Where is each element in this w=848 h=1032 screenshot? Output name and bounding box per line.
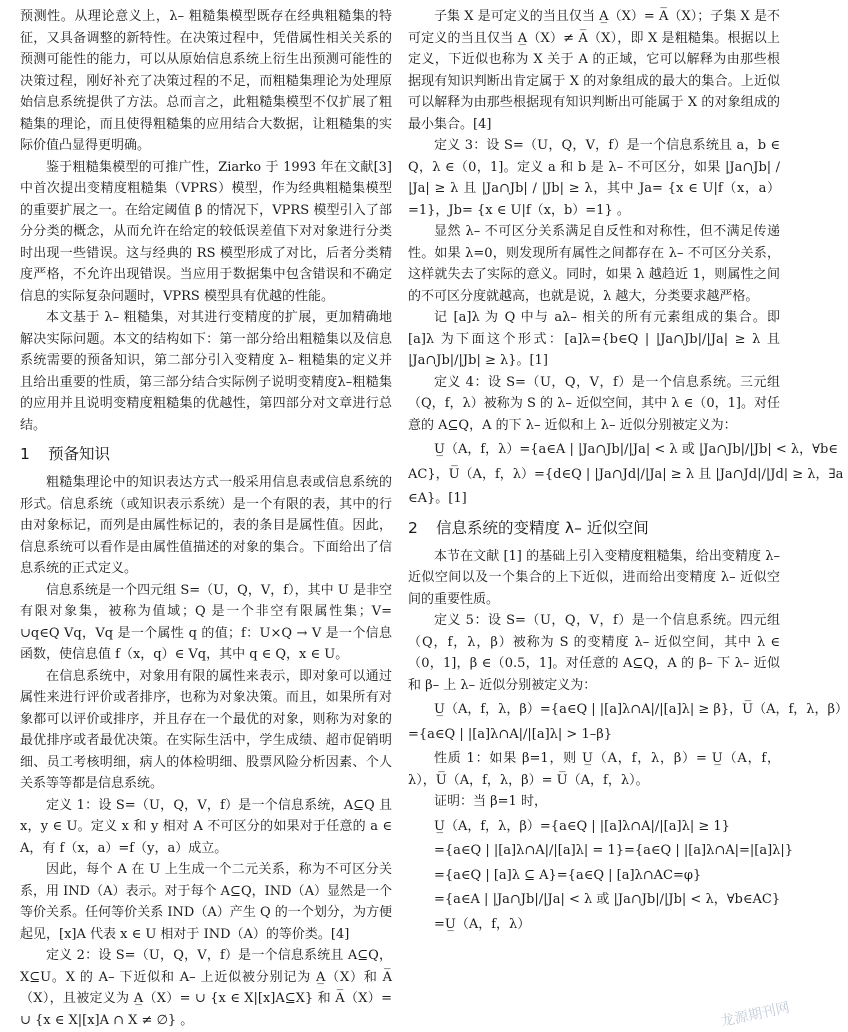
paragraph-objects: 在信息系统中，对象用有限的属性来表示，即对象可以通过属性来进行评价或者排序，也称为对象决策。而且，如果所有对象都可以评价或排序，并且存在一个最优的对象，则称为对象的最优排序或者最优决策。在实际生活中，学生成绩、超市促销明细、员工考核明细，病人的体检明细、股票风险分析因素、个人关系等等都是信息系统。	[20, 668, 392, 791]
proof-line-5: =U̲（A，f，λ）	[434, 916, 531, 932]
formula-lambda-indiscernible: |Ja∩Jb| / |Ja| ≥ λ 且 |Ja∩Jb| / |Jb| ≥ λ	[408, 159, 780, 196]
left-column	[20, 6, 392, 1031]
paragraph-intro-end: 预测性。从理论意义上，λ– 粗糙集模型既存在经典粗糙集的特征，又具备调整的新特性。在决策过程中，凭借属性相关关系的预测可能性的能力，可以从原始信息系统上衍生出预测可能性的决策过程，刚好补充了决策过程的不足，而粗糙集理论为处理原始信息系统提供了方法。总而言之，此粗糙集模型不仅扩展了粗糙集的理论，而且使得粗糙集的应用结合大数据，让粗糙集的实际价值凸显得更明确。	[20, 9, 392, 153]
proof-line-1: U̲（A，f，λ，β）={a∈Q | |[a]λ∩A|/|[a]λ| ≥ 1}	[434, 818, 730, 834]
formula-d4-line-2: AC}，U̅（A，f，λ）={d∈Q | |Ja∩Jd|/|Ja| ≥ λ 且 |Ja∩Jd|/|Jd| ≥ λ，∃a	[408, 466, 844, 482]
definition-4: 定义 4：设 S=（U，Q，V，f）是一个信息系统。三元组（Q，f，λ）被称为 S 的 λ– 近似空间，其中 λ ∈（0，1]。对任意的 A⊆Q，A 的下 λ– 近似和上 λ– 近似分别被定义为：	[408, 374, 780, 433]
paragraph-ind-relation: 因此，每个 A 在 U 上生成一个二元关系，称为不可区分关系，用 IND（A）表示。对于每个 A⊆Q，IND（A）显然是一个等价关系。任何等价关系 IND（A）产生 Q 的一个划分，为方便起见，[x]A 代表 x ∈ U 相对于 IND（A）的等价类。[4]	[20, 862, 392, 942]
proof-start: 证明：当 β=1 时，	[434, 794, 547, 809]
paragraph-reflexive: 显然 λ– 不可区分关系满足自反性和对称性，但不满足传递性。如果 λ=0，则发现所有属性之间都存在 λ– 不可区分关系，这样就失去了实际的意义。同时，如果 λ 越趋近 1，则属性之间的不可区分度就越高，也就是说，λ 越大，分类要求越严格。	[408, 224, 780, 304]
paragraph-section-2: 本节在文献 [1] 的基础上引入变精度粗糙集，给出变精度 λ– 近似空间以及一个集合的上下近似，进而给出变精度 λ– 近似空间的重要性质。	[408, 548, 780, 607]
right-column	[408, 6, 848, 938]
paragraph-vprs: 鉴于粗糙集模型的可推广性，Ziarko 于 1993 年在文献[3] 中首次提出变精度粗糙集（VPRS）模型，作为经典粗糙集模型的重要扩展之一。在给定阈值 β 的情况下，VPRS 模型引入了部分分类的概念，从而允许在给定的较低误差值下对对象进行分类时出现一些错误。这与经典的 RS 模型形成了对比，后者分类精度严格，不允许出现错误。当应用于数据集中包含错误和不确定信息的实际复杂问题时，VPRS 模型具有优越的性能。	[20, 159, 392, 304]
definition-3: 定义 3：设 S=（U，Q，V，f）是一个信息系统且 a，b ∈ Q，λ ∈（0，1]。定义 a 和 b 是 λ– 不可区分，如果 |Ja∩Jb| / |Ja| ≥ λ 且 |Ja∩Jb| / |Jb| ≥ λ，其中 Ja= {x ∈ U|f（x，a）=1}，Jb= {x ∈ U|f（x，b）=1} 。	[408, 138, 780, 218]
formula-d5-line-1: U̲（A，f，λ，β）={a∈Q | |[a]λ∩A|/|[a]λ| ≥ β}，U̅（A，f，λ，β）	[434, 702, 848, 717]
proof-line-3: ={a∈Q | [a]λ ⊆ A}={a∈Q | [a]λ∩AC=φ}	[434, 867, 702, 883]
section-heading-1: 1 预备知识	[20, 445, 111, 463]
formula-d5-line-2: ={a∈Q | |[a]λ∩A|/|[a]λ| > 1–β}	[408, 726, 613, 742]
paragraph-a-lambda: 记 [a]λ 为 Q 中与 aλ– 相关的所有元素组成的集合。即 [a]λ 为下面这个形式：[a]λ={b∈Q | |Ja∩Jb|/|Ja| ≥ λ 且 |Ja∩Jb|/|Jb| ≥ λ}。[1]	[408, 310, 780, 368]
definition-5: 定义 5：设 S=（U，Q，V，f）是一个信息系统。四元组（Q，f，λ，β）被称为 S 的变精度 λ– 近似空间，其中 λ ∈（0，1]，β ∈（0.5，1]。对任意的 A⊆Q，A 的 β– 下 λ– 近似和 β– 上 λ– 近似分别被定义为：	[408, 613, 780, 693]
watermark-logo: 龙源期刊网	[719, 999, 792, 1031]
definition-2: 定义 2：设 S=（U，Q，V，f）是一个信息系统且 A⊆Q，X⊆U。X 的 A– 下近似和 A– 上近似被分别记为 A̲（X）和 A̅（X），且被定义为 A̲（X）= ∪ {x ∈ X|[x]A⊆X} 和 A̅（X）= ∪ {x ∈ X|[x]A ∩ X ≠ ∅} 。	[20, 948, 392, 1028]
proof-line-2: ={a∈Q | |[a]λ∩A|/|[a]λ| = 1}={a∈Q | |[a]λ∩A|=|[a]λ|}	[434, 843, 794, 858]
paragraph-structure: 本文基于 λ– 粗糙集，对其进行变精度的扩展，更加精确地解决实际问题。本文的结构如下：第一部分给出粗糙集以及信息系统需要的预备知识，第二部分引入变精度 λ– 粗糙集的定义并且给出重要的性质，第三部分结合实际例子说明变精度λ–粗糙集的应用并且说明变精度粗糙集的优越性，第四部分对文章进行总结。	[20, 310, 392, 433]
paragraph-definable: 子集 X 是可定义的当且仅当 A̲（X）= A̅（X）；子集 X 是不可定义的当且仅当 A̲（X）≠ A̅（X），即 X 是粗糙集。根据以上定义，下近似也称为 X 关于 A 的正域，它可以解释为由那些根据现有知识判断出肯定属于 X 的对象组成的最大的集合。上近似可以解释为由那些根据现有知识判断出可能属于 X 的对象组成的最小集合。[4]	[408, 9, 780, 132]
formula-d4-line-1: U̲（A，f，λ）={a∈A | |Ja∩Jb|/|Ja| < λ 或 |Ja∩Jb|/|Jb| < λ，∀b∈	[434, 442, 838, 457]
property-1: 性质 1：如果 β=1，则 U̲（A，f，λ，β）= U̲（A，f，λ），U̅（A，f，λ，β）= U̅（A，f，λ）。	[408, 751, 780, 788]
paragraph-info-system: 信息系统是一个四元组 S=（U，Q，V，f），其中 U 是非空有限对象集，被称为值域；Q 是一个非空有限属性集；V= ∪q∈Q Vq，Vq 是一个属性 q 的值；f：U×Q → V 是一个信息函数，使信息值 f（x，q）∈ Vq，其中 q ∈ Q，x ∈ U。	[20, 582, 392, 662]
paragraph-knowledge: 粗糙集理论中的知识表达方式一般采用信息表或信息系统的形式。信息系统（或知识表示系统）是一个有限的表，其中的行由对象标记，而列是由属性标记的，表的条目是属性值。因此，信息系统可以看作是由属性值描述的对象的集合。下面给出了信息系统的正式定义。	[20, 475, 392, 576]
formula-a-lambda: [a]λ={b∈Q | |Ja∩Jb|/|Ja| ≥ λ 且 |Ja∩Jb|/|Jb| ≥ λ}。[1]	[408, 331, 780, 368]
proof-line-4: ={a∈A | |Ja∩Jb|/|Ja| < λ 或 |Ja∩Jb|/|Jb| < λ，∀b∈AC}	[434, 892, 781, 907]
definition-1: 定义 1：设 S=（U，Q，V，f）是一个信息系统，A⊆Q 且 x，y ∈ U。定义 x 和 y 相对 A 不可区分的如果对于任意的 a ∈ A，有 f（x，a）=f（y，a）成立。	[20, 797, 392, 856]
formula-d4-line-3: ∈A}。[1]	[408, 491, 467, 506]
section-heading-2: 2 信息系统的变精度 λ– 近似空间	[408, 518, 649, 537]
